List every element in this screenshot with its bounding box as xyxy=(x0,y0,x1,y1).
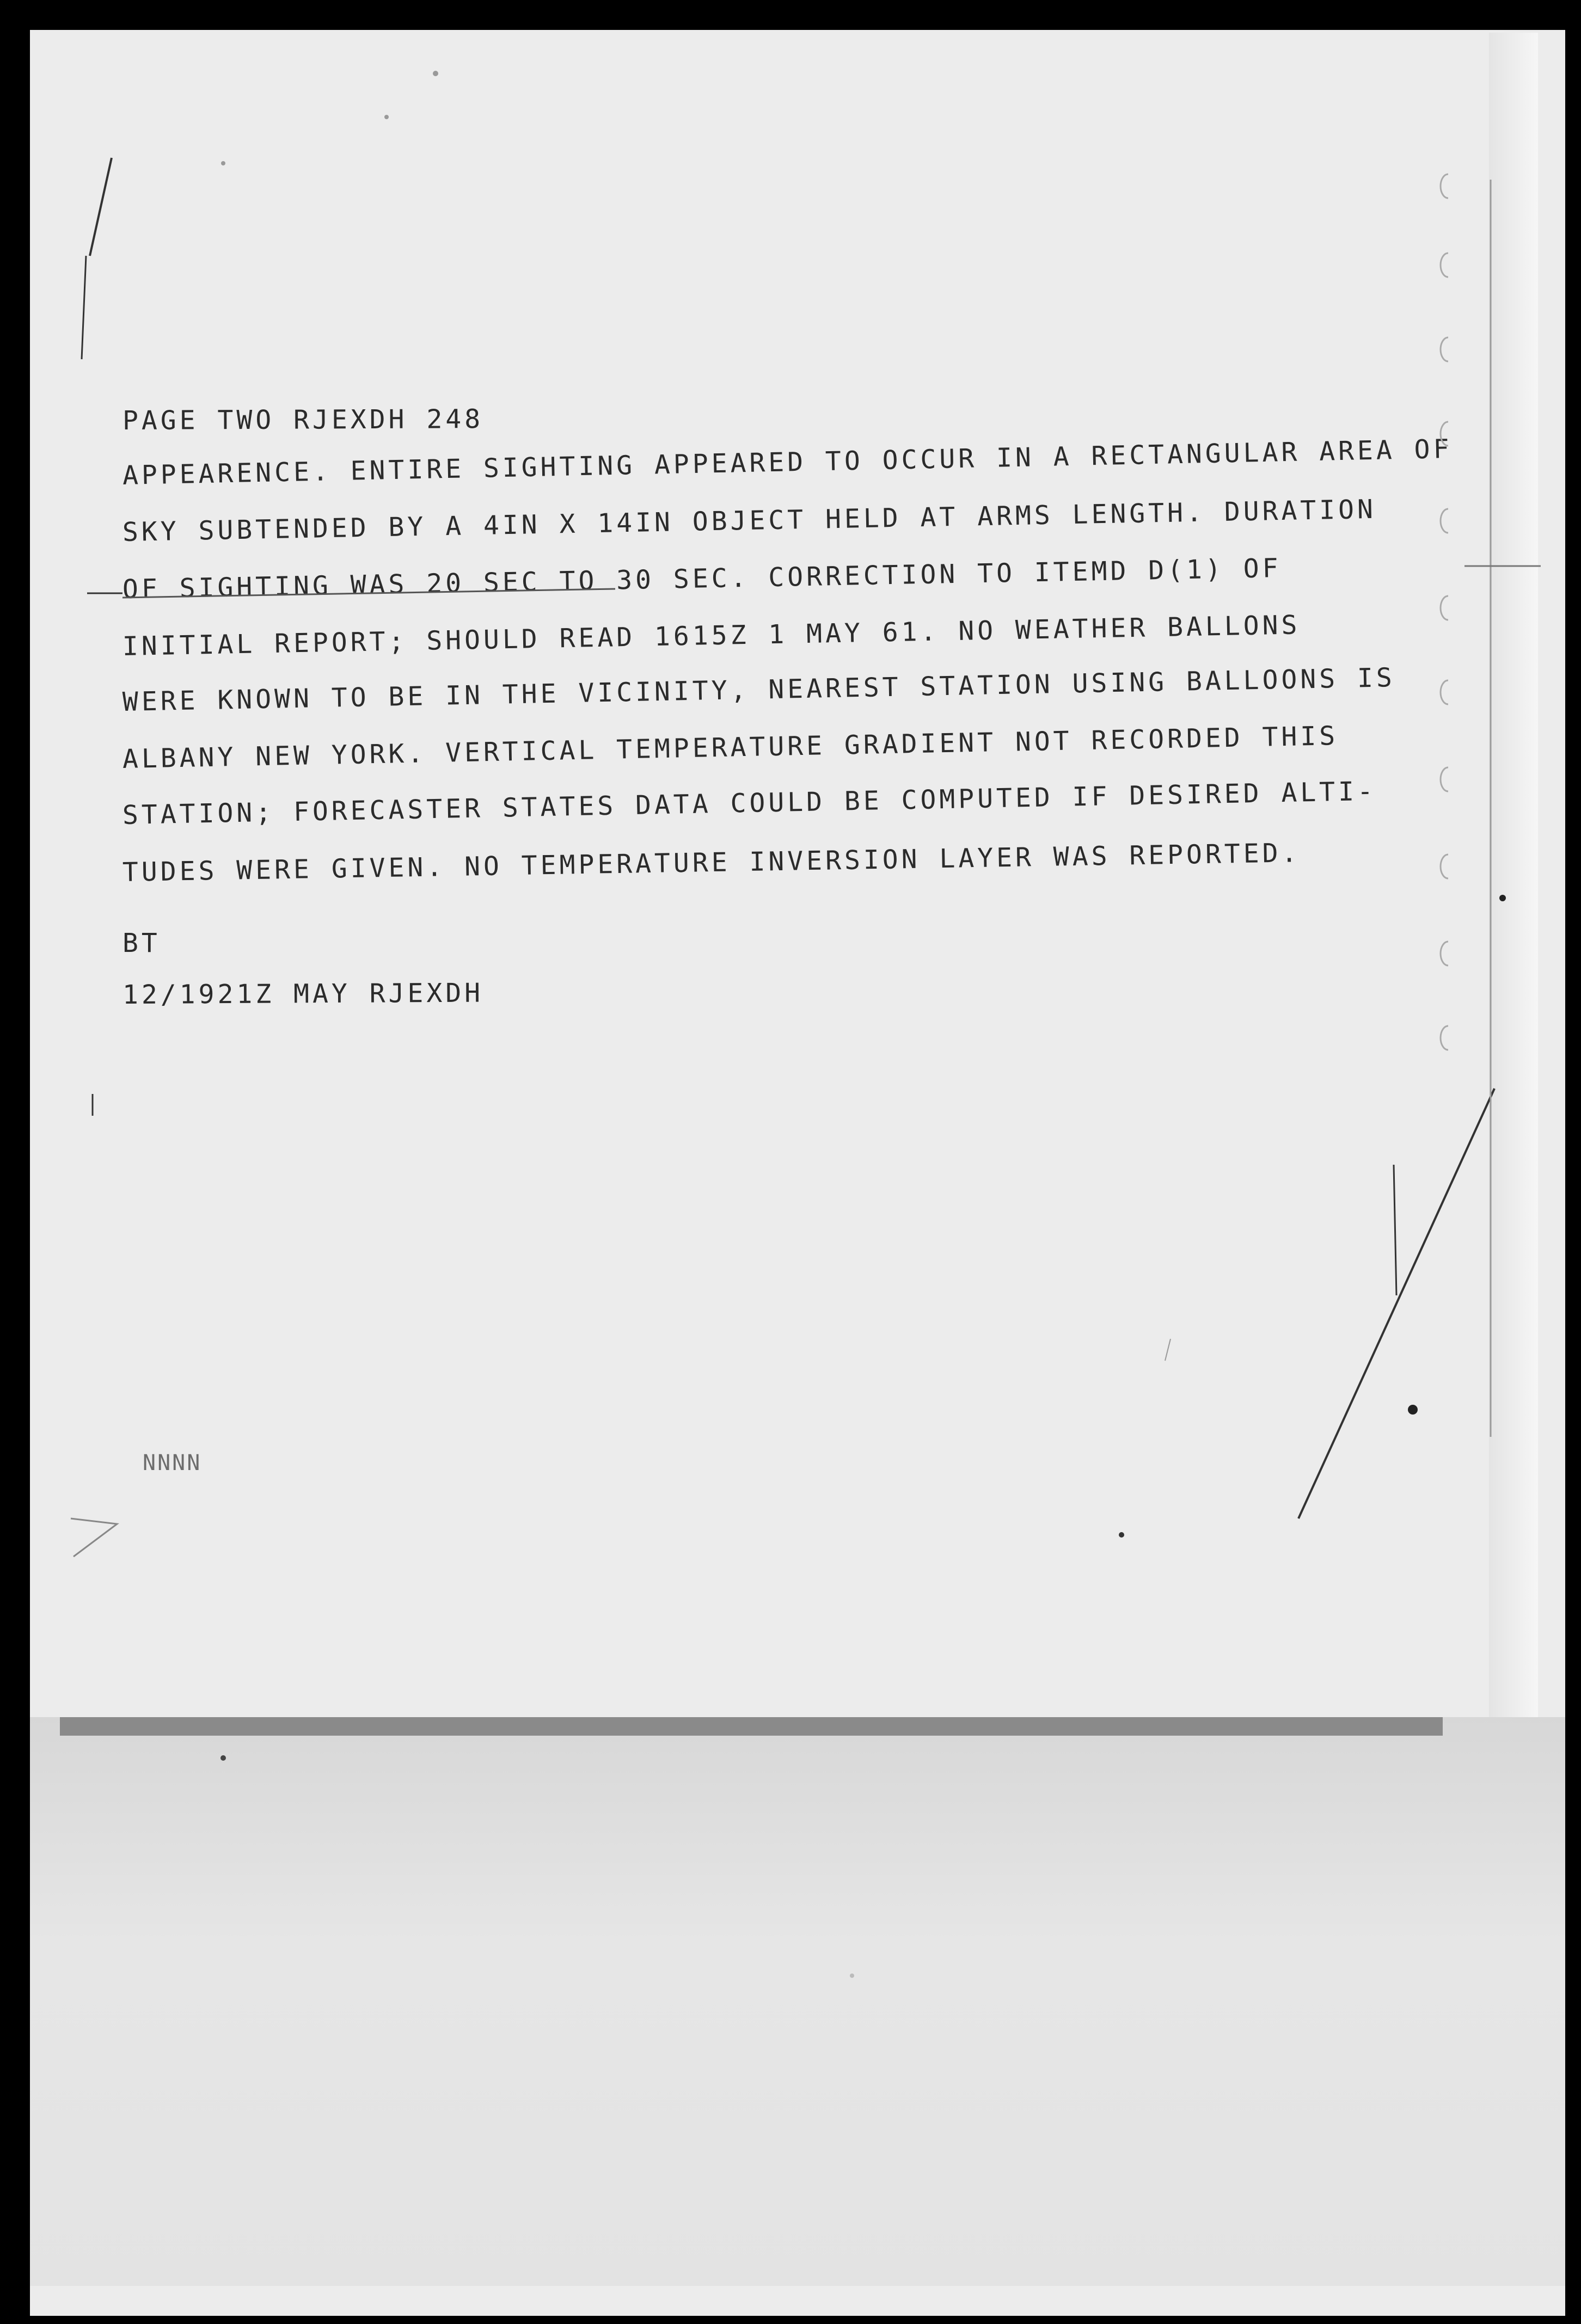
punch-hole-arc xyxy=(1441,174,1448,198)
message-line-2: SKY SUBTENDED BY A 4IN X 14IN OBJECT HELD AT ARMS LENGTH. DURATION xyxy=(122,494,1377,548)
speck xyxy=(850,1973,854,1978)
punch-hole-arc xyxy=(1441,422,1448,446)
lower-right-stroke xyxy=(1165,1339,1171,1361)
message-line-6: ALBANY NEW YORK. VERTICAL TEMPERATURE GRADIENT NOT RECORDED THIS xyxy=(122,721,1339,774)
message-line-4: INITIAL REPORT; SHOULD READ 1615Z 1 MAY 61. NO WEATHER BALLONS xyxy=(122,610,1301,662)
message-line-3: OF SIGHTING WAS 20 SEC TO 30 SEC. CORRECTION TO ITEMD D(1) OF xyxy=(122,552,1282,605)
message-line-7: STATION; FORECASTER STATES DATA COULD BE COMPUTED IF DESIRED ALTI- xyxy=(122,776,1377,831)
punch-hole-arc xyxy=(1441,767,1448,791)
speck xyxy=(1499,895,1506,901)
lower-left-mark xyxy=(71,1518,117,1557)
left-margin-stroke-2 xyxy=(82,256,86,359)
strikethrough-mark xyxy=(122,589,615,598)
speck xyxy=(221,161,225,165)
punch-hole-arc xyxy=(1441,1026,1448,1050)
punch-hole-arc xyxy=(1441,854,1448,878)
left-margin-stroke xyxy=(90,158,112,256)
date-time-group: 12/1921Z MAY RJEXDH xyxy=(122,977,484,1010)
page-header: PAGE TWO RJEXDH 248 xyxy=(122,404,484,436)
end-of-message-mark: NNNN xyxy=(143,1450,202,1475)
speck xyxy=(1119,1532,1124,1538)
speck xyxy=(433,71,438,76)
punch-hole-arc xyxy=(1441,253,1448,277)
speck xyxy=(1408,1405,1418,1415)
break-mark: BT xyxy=(122,928,161,958)
message-line-8: TUDES WERE GIVEN. NO TEMPERATURE INVERSION LAYER WAS REPORTED. xyxy=(122,838,1301,888)
punch-hole-arc xyxy=(1441,596,1448,620)
punch-hole-arc xyxy=(1441,942,1448,966)
punch-hole-arc xyxy=(1441,337,1448,361)
speck xyxy=(220,1755,226,1761)
right-fold-line xyxy=(1298,1089,1494,1518)
speck xyxy=(384,115,389,119)
punch-hole-arc xyxy=(1441,680,1448,704)
message-line-5: WERE KNOWN TO BE IN THE VICINITY, NEAREST STATION USING BALLOONS IS xyxy=(122,662,1396,717)
message-line-1: APPEARENCE. ENTIRE SIGHTING APPEARED TO OCCUR IN A RECTANGULAR AREA OF xyxy=(122,433,1453,491)
punch-hole-arc xyxy=(1441,509,1448,533)
right-fold-line-2 xyxy=(1394,1165,1396,1295)
